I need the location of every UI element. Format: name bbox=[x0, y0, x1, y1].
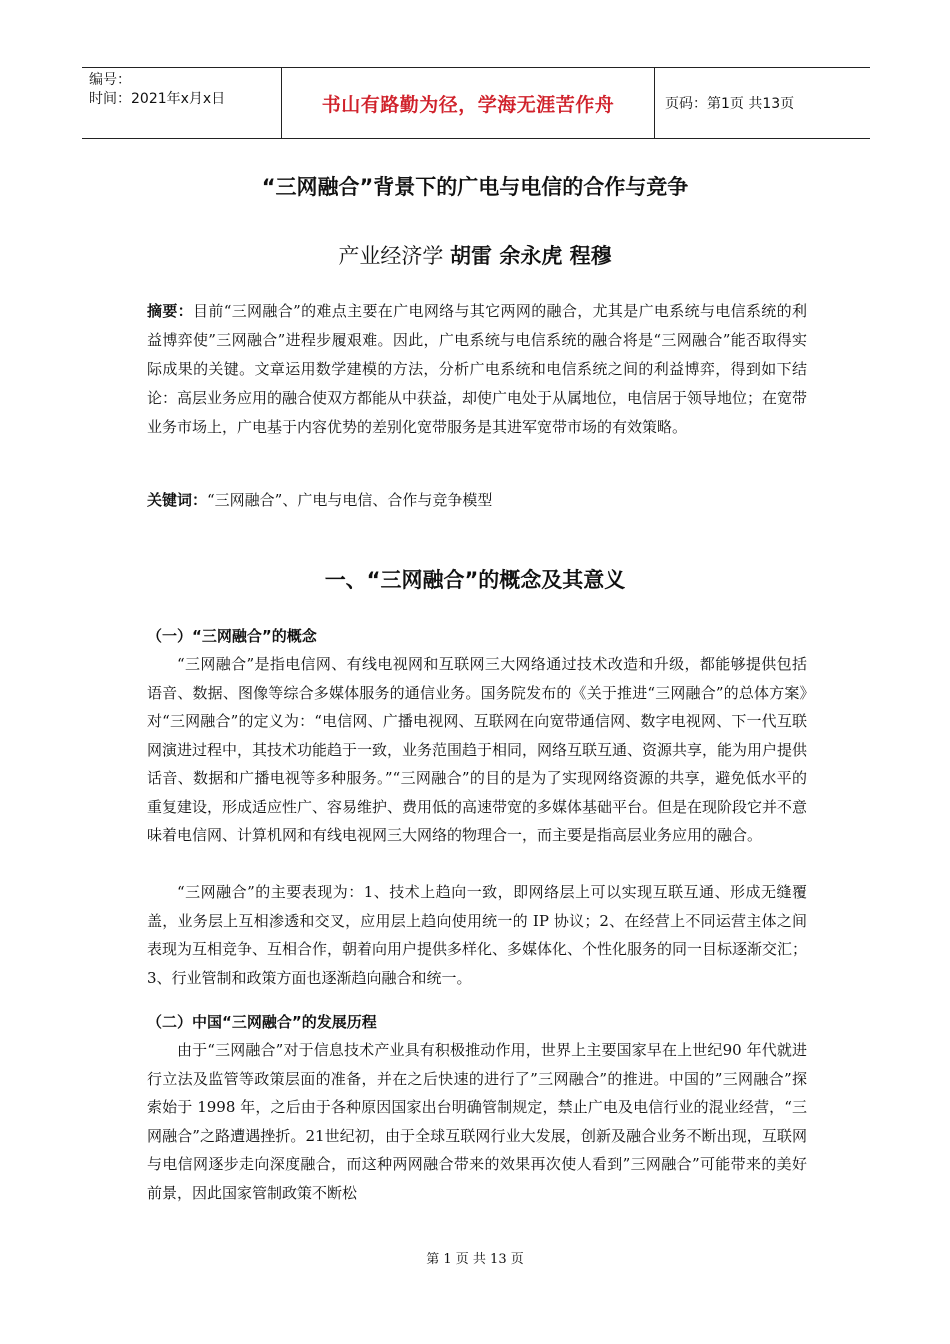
subsection-heading-history: （二）中国“三网融合”的发展历程 bbox=[147, 1013, 377, 1031]
abstract-text: 目前“三网融合”的难点主要在广电网络与其它两网的融合，尤其是广电系统与电信系统的利益博弈使”三网融合”进程步履艰难。因此，广电系统与电信系统的融合将是“三网融合”能否取得实际成果的关键。文章运用数学建模的方法，分析广电系统和电信系统之间的利益博弈，得到如下结论：高层业务应用的融合使双方都能从中获益，却使广电处于从属地位，电信居于领导地位；在宽带业务市场上，广电基于内容优势的差别化宽带服务是其进军宽带市场的有效策略。 bbox=[147, 302, 808, 436]
header-left-cell bbox=[82, 68, 282, 138]
header-motto: 书山有路勤为径，学海无涯苦作舟 bbox=[282, 68, 655, 138]
paragraph-history-1 bbox=[147, 1036, 807, 1207]
section-heading: 一、“三网融合”的概念及其意义 bbox=[324, 568, 626, 592]
abstract-label: 摘要： bbox=[147, 302, 194, 320]
abstract-block bbox=[147, 297, 807, 442]
document-number-label: 编号： bbox=[89, 72, 131, 88]
keywords-label: 关键词： bbox=[147, 491, 208, 509]
document-title: “三网融合”背景下的广电与电信的合作与竞争 bbox=[261, 175, 689, 199]
header-page-label: 页码：第1页 共13页 bbox=[665, 96, 795, 112]
paragraph-text: “三网融合”的主要表现为：1、技术上趋向一致，即网络层上可以实现互联互通、形成无缝覆盖，业务层上互相渗透和交叉，应用层上趋向使用统一的 IP 协议；2、在经营上不同运营主体之间表现为互相竞争、互相合作，朝着向用户提供多样化、多媒体化、个性化服务的同一目标逐渐交汇；3、行业管制和政策方面也逐渐趋向融合和统一。 bbox=[147, 883, 808, 987]
author-names: 胡雷 余永虎 程穆 bbox=[450, 244, 612, 268]
page-footer: 第 1 页 共 13 页 bbox=[426, 1252, 524, 1267]
paragraph-concept-2 bbox=[147, 878, 807, 992]
paragraph-concept-1 bbox=[147, 650, 807, 850]
keywords-text: “三网融合”、广电与电信、合作与竞争模型 bbox=[207, 491, 493, 509]
keywords-block bbox=[147, 486, 807, 515]
authors-line bbox=[0, 240, 950, 270]
author-major: 产业经济学 bbox=[338, 244, 444, 268]
header-table bbox=[82, 67, 870, 139]
subsection-heading-concept: （一）“三网融合”的概念 bbox=[147, 627, 317, 645]
paragraph-text: 由于“三网融合”对于信息技术产业具有积极推动作用，世界上主要国家早在上世纪90 年代就进行立法及监管等政策层面的准备，并在之后快速的进行了”三网融合”的推进。中国的”三网融合”探索始于 1998 年，之后由于各种原因国家出台明确管制规定，禁止广电及电信行业的混业经营，“三网融合”之路遭遇挫折。21世纪初，由于全球互联网行业大发展，创新及融合业务不断出现，互联网与电信网逐步走向深度融合，而这种两网融合带来的效果再次使人看到”三网融合”可能带来的美好前景，因此国家管制政策不断松 bbox=[147, 1041, 807, 1202]
document-time-label: 时间：2021年x月x日 bbox=[89, 91, 226, 107]
paragraph-text: “三网融合”是指电信网、有线电视网和互联网三大网络通过技术改造和升级，都能够提供包括语音、数据、图像等综合多媒体服务的通信业务。国务院发布的《关于推进“三网融合”的总体方案》对“三网融合”的定义为：“电信网、广播电视网、互联网在向宽带通信网、数字电视网、下一代互联网演进过程中，其技术功能趋于一致，业务范围趋于相同，网络互联互通、资源共享，能为用户提供话音、数据和广播电视等多种服务。”“三网融合”的目的是为了实现网络资源的共享，避免低水平的重复建设，形成适应性广、容易维护、费用低的高速带宽的多媒体基础平台。但是在现阶段它并不意味着电信网、计算机网和有线电视网三大网络的物理合一，而主要是指高层业务应用的融合。 bbox=[147, 655, 808, 844]
